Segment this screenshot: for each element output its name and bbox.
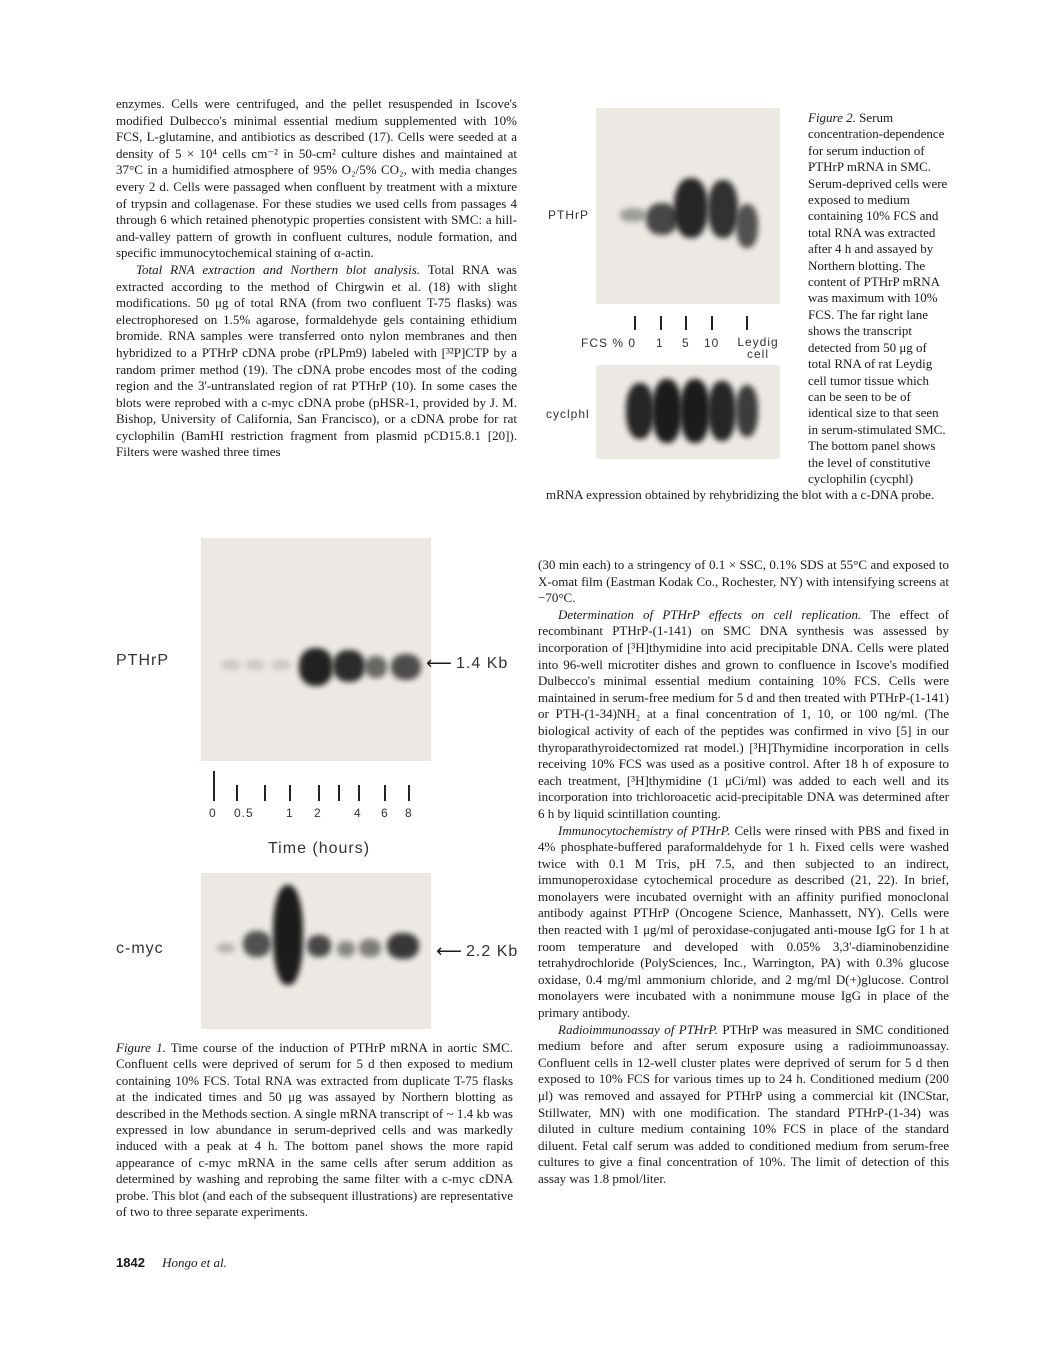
figure2-caption-text: Serum concentration-dependence for serum induction of PTHrP mRNA in SMC. Serum-deprived cells were exposed to medium containing 10% FCS and total RNA was extracted after 4 h and assayed by Northern blotting. The content of PTHrP mRNA was maximum with 10% FCS. The far right lane shows the transcript detected from 50 μg of total RNA of rat Leydig cell tumor tissue which can be seen to be of identical size to that seen in serum-stimulated SMC. The bottom panel shows the level of constitutive cyclophilin (cycphl) mRNA expression obtained by rehybridizing the blot with a c-DNA probe. <box>546 110 948 503</box>
figure1-cmyc-label: c-myc <box>116 940 164 957</box>
figure2-caption-title: Figure 2. <box>808 110 856 125</box>
paragraph <box>116 262 517 461</box>
figure1-pthrp-size: 1.4 Kb <box>456 655 509 672</box>
arrow-left-icon: ⟵ <box>436 941 462 962</box>
run-in-heading: Radioimmunoassay of PTHrP. <box>558 1021 718 1037</box>
figure1-caption <box>116 1040 513 1220</box>
figure1-caption-text: Time course of the induction of PTHrP mRNA in aortic SMC. Confluent cells were deprived of serum for 5 d then exposed to medium containing 10% FCS. Total RNA was extracted from duplicate T-75 flasks at the indicated times and 50 μg was assayed by Northern blotting as described in the Methods section. A single mRNA transcript of ~ 1.4 kb was expressed in low abundance in serum-deprived cells and was markedly induced with a peak at 4 h. The bottom panel shows the more rapid appearance of c-myc mRNA in the same cells after serum addition as determined by washing and reprobing the same filter with a c-myc cDNA probe. This blot (and each of the subsequent illustrations) are representative of two to three separate experiments. <box>116 1040 513 1220</box>
figure1-cmyc-blot <box>201 873 431 1029</box>
paragraph <box>538 823 949 1022</box>
arrow-left-icon: ⟵ <box>426 653 452 674</box>
paragraph <box>538 1022 949 1188</box>
figure2-cyclophilin-label: cyclphl <box>546 407 590 421</box>
figure2-lane-label: 5 <box>682 336 690 350</box>
figure2-fcs-label: FCS % 0 <box>581 336 637 350</box>
figure1-caption-title: Figure 1. <box>116 1040 166 1055</box>
right-column <box>538 557 949 1188</box>
paragraph-text: PTHrP was measured in SMC conditioned medium before and after serum exposure using a radioimmunoassay. Confluent cells in 12-well cluster plates were deprived of serum for 5 d then exposed to 10% FCS for various times up to 24 h. Conditioned medium (200 μl) was removed and assayed for PTHrP using a commercial kit (INCStar, Stillwater, MN) with one modification. The standard PTHrP-(1-34) was diluted in culture medium containing 10% FCS in place of the standard diluent. Fetal calf serum was added to conditioned medium from serum-free cultures to give a final concentration of 10%. The limit of detection of this assay was 1.8 pmol/liter. <box>538 1021 949 1186</box>
paragraph-text: Total RNA was extracted according to the method of Chirgwin et al. (18) with slight modifications. 50 μg of total RNA (from two confluent T-75 flasks) was electrophoresed on 1.5% agarose, formaldehyde gels containing ethidium bromide. RNA samples were transferred onto nylon membranes and then hybridized to a PTHrP cDNA probe (rPLPm9) labeled with [³²P]CTP by a random primer method (19). The cDNA probe encodes most of the coding region and the 3'-untranslated region of rat PTHrP (10). In some cases the blots were reprobed with a c-myc cDNA probe (pHSR-1, provided by J. M. Bishop, University of California, San Francisco), or a cDNA probe for rat cyclophilin (BamHI restriction fragment from plasmid pCD15.8.1 [20]). Filters were washed three times <box>116 261 517 460</box>
paragraph-text: Cells were rinsed with PBS and fixed in 4% phosphate-buffered paraformaldehyde for 1 h. Fixed cells were washed twice with 0.1 M Tris, pH 7.5, and then subjected to an indirect, immunoperoxidase cytochemical procedure as described (21, 22). In brief, monolayers were incubated overnight with an affinity purified monoclonal antibody against PTHrP (Oncogene Science, Manhassett, NY). Cells were then reacted with 1 μg/ml of peroxidase-conjugated anti-mouse IgG for 1 h at room temperature and developed with 0.05% 3,3'-diaminobenzidine tetrahydrochloride (PolySciences, Inc., Warrington, PA) with 0.3% glucose oxidase, 0.4 mg/ml ammonium chloride, and 2 mg/ml D(+)glucose. Control monolayers were incubated with a nonimmune mouse IgG in place of the primary antibody. <box>538 822 950 1021</box>
page-number: 1842 <box>116 1255 145 1270</box>
figure1-time-tick: 8 <box>405 806 413 820</box>
paragraph: (30 min each) to a stringency of 0.1 × SSC, 0.1% SDS at 55°C and exposed to X-omat film (Eastman Kodak Co., Rochester, NY) with intensifying screens at −70°C. <box>538 557 949 606</box>
figure1-time-tick: 6 <box>381 806 389 820</box>
figure2-lane-label: 10 <box>704 336 720 350</box>
figure2-pthrp-label: PTHrP <box>548 208 589 222</box>
run-in-heading: Determination of PTHrP effects on cell replication. <box>558 606 862 622</box>
figure1-cmyc-size: 2.2 Kb <box>466 943 519 960</box>
figure2-lane-label: 1 <box>656 336 664 350</box>
figure1-pthrp-blot <box>201 538 431 761</box>
figure1-time-tick: 1 <box>286 806 294 820</box>
left-top-column <box>116 96 517 461</box>
figure2-caption <box>546 110 948 504</box>
figure1-time-tick: 2 <box>314 806 322 820</box>
paragraph <box>538 607 949 823</box>
figure1-pthrp-label: PTHrP <box>116 652 169 669</box>
paragraph-text: The effect of recombinant PTHrP-(1-141) on SMC DNA synthesis was assessed by incorporation of [³H]thymidine into acid precipitable DNA. Cells were plated into 96-well microtiter dishes and grown to confluence in Iscove's modified Dulbecco's minimal essential medium containing 10% FCS. Cells were maintained in serum-free medium for 5 d and then treated with PTHrP-(1-141) or PTH-(1-34)NH₂ at a final concentration of 1, 10, or 100 ng/ml. (The biological activity of each of the peptides was confirmed in vivo [5] in our thyroparathyroidectomized rat model.) [³H]Thymidine incorporation in cells receiving 10% FCS was used as a positive control. After 18 h of exposure to each treatment, [³H]thymidine (1 μCi/ml) was added to each well and its incorporation into trichloroacetic acid-precipitable DNA was determined after 6 h by liquid scintillation counting. <box>538 606 949 821</box>
figure1-time-tick: 0.5 <box>234 806 254 820</box>
figure1-time-axis-label: Time (hours) <box>268 840 371 857</box>
paragraph: enzymes. Cells were centrifuged, and the pellet resuspended in Iscove's modified Dulbecco's minimal essential medium supplemented with 10% FCS, L-glutamine, and antibiotics as described (17). Cells were seeded at a density of 5 × 10⁴ cells cm⁻² in 50-cm² culture dishes and maintained at 37°C in a humidified atmosphere of 95% O₂/5% CO₂, with media changes every 2 d. Cells were passaged when confluent by treatment with a mixture of trypsin and collagenase. For these studies we used cells from passages 4 through 6 which retained phenotypic properties consistent with SMC: a hill-and-valley pattern of growth in confluent cultures, nodule formation, and specific immunocytochemical staining of α-actin. <box>116 96 517 261</box>
run-in-heading: Total RNA extraction and Northern blot analysis. <box>136 261 421 277</box>
figure2-leydig-label: Leydig cell <box>737 335 779 361</box>
figure1-time-tick: 0 <box>209 806 217 820</box>
running-author: Hongo et al. <box>162 1255 227 1270</box>
run-in-heading: Immunocytochemistry of PTHrP. <box>558 822 731 838</box>
figure1-time-tick: 4 <box>354 806 362 820</box>
page-footer <box>116 1255 227 1271</box>
